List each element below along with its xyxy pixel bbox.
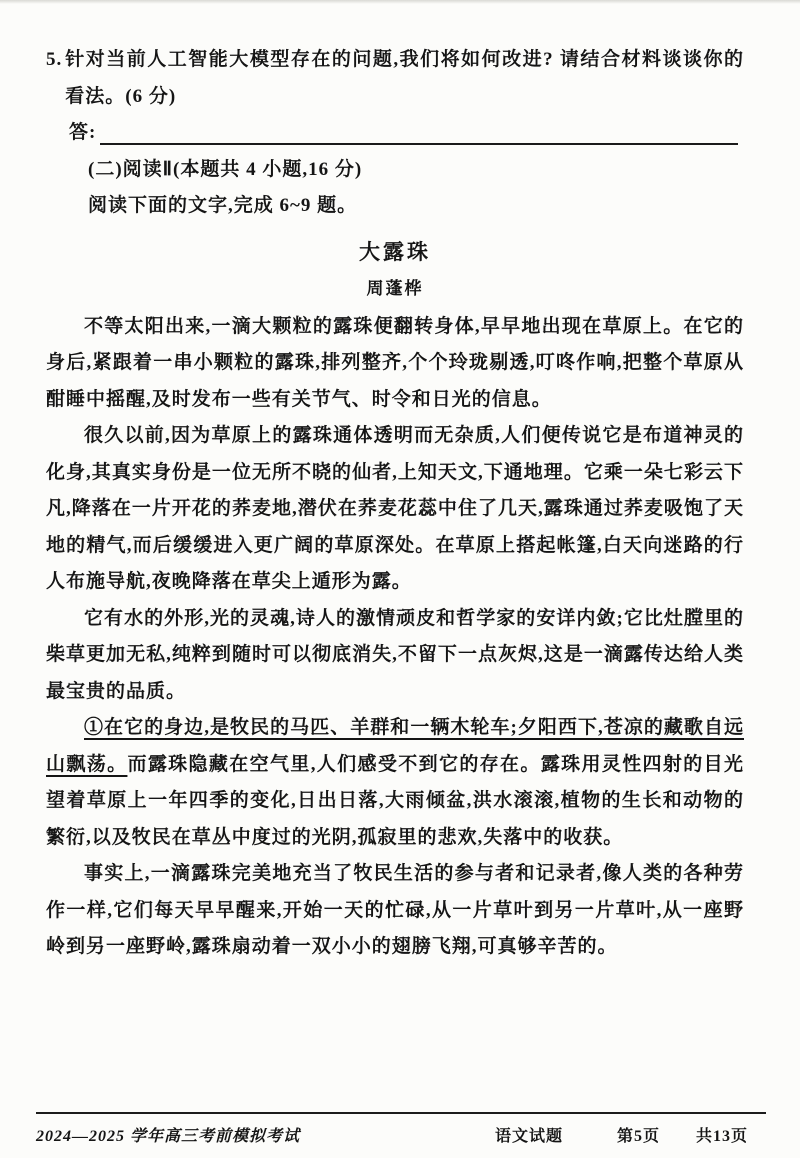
article-title: 大露珠 (359, 239, 431, 264)
footer-subject: 语文试题 (494, 1128, 563, 1145)
footer-exam-name: 2024—2025 学年高三考前模拟考试 (36, 1128, 301, 1145)
answer-row (69, 115, 744, 152)
article-paragraph-2 (46, 418, 744, 601)
section-heading: (二)阅读Ⅱ(本题共 4 小题,16 分) (88, 158, 363, 180)
paragraph-text: 很久以前,因为草原上的露珠通体透明而无杂质,人们便传说它是布道神灵的化身,其真实身份是一位无所不晓的仙者,上知天文,下通地理。它乘一朵七彩云下凡,降落在一片开花的荞麦地,潜伏在荞麦花蕊中住了几天,露珠通过荞麦吸饱了天地的精气,而后缓缓进入更广阔的草原深处。在草原上搭起帐篷,白天向迷路的行人布施导航,夜晚降落在草尖上遁形为露。 (46, 425, 744, 592)
answer-label: 答: (69, 122, 97, 143)
page-footer (36, 1112, 766, 1146)
article-paragraph-5 (46, 856, 744, 966)
footer-total-pages: 共13页 (695, 1128, 748, 1145)
paragraph-text: 它有水的外形,光的灵魂,诗人的激情顽皮和哲学家的安详内敛;它比灶膛里的柴草更加无私,纯粹到随时可以彻底消失,不留下一点灰烬,这是一滴露传达给人类最宝贵的品质。 (46, 607, 744, 702)
paragraph-text: 而露珠隐藏在空气里,人们感受不到它的存在。露珠用灵性四射的目光望着草原上一年四季的变化,日出日落,大雨倾盆,洪水滚滚,植物的生长和动物的繁衍,以及牧民在草丛中度过的光阴,孤寂里的悲欢,失落中的收获。 (46, 753, 744, 848)
question-5 (46, 42, 744, 115)
reading-instruction: 阅读下面的文字,完成 6~9 题。 (88, 195, 358, 216)
question-number: 5. (46, 49, 63, 70)
article-author: 周蓬桦 (366, 278, 424, 298)
article-paragraph-3 (46, 601, 744, 711)
footer-page-number: 第5页 (616, 1128, 660, 1145)
paragraph-text: 不等太阳出来,一滴大颗粒的露珠便翻转身体,早早地出现在草原上。在它的身后,紧跟着一串小颗粒的露珠,排列整齐,个个玲珑剔透,叮咚作响,把整个草原从酣睡中摇醒,及时发布一些有关节气、时令和日光的信息。 (46, 315, 744, 410)
paragraph-text: 事实上,一滴露珠完美地充当了牧民生活的参与者和记录者,像人类的各种劳作一样,它们每天早早醒来,开始一天的忙碌,从一片草叶到另一片草叶,从一座野岭到另一座野岭,露珠扇动着一双小小的翅膀飞翔,可真够辛苦的。 (46, 863, 744, 957)
article-paragraph-4 (46, 710, 744, 856)
answer-blank-line (100, 142, 738, 145)
article-paragraph-1 (46, 309, 744, 419)
underlined-sentence: ①在它的身边,是牧民的马匹、羊群和一辆木轮车;夕阳西下,苍凉的藏歌自远山飘荡。 (46, 717, 744, 775)
question-text: 针对当前人工智能大模型存在的问题,我们将如何改进? 请结合材料谈谈你的看法。(6 分) (65, 49, 744, 107)
